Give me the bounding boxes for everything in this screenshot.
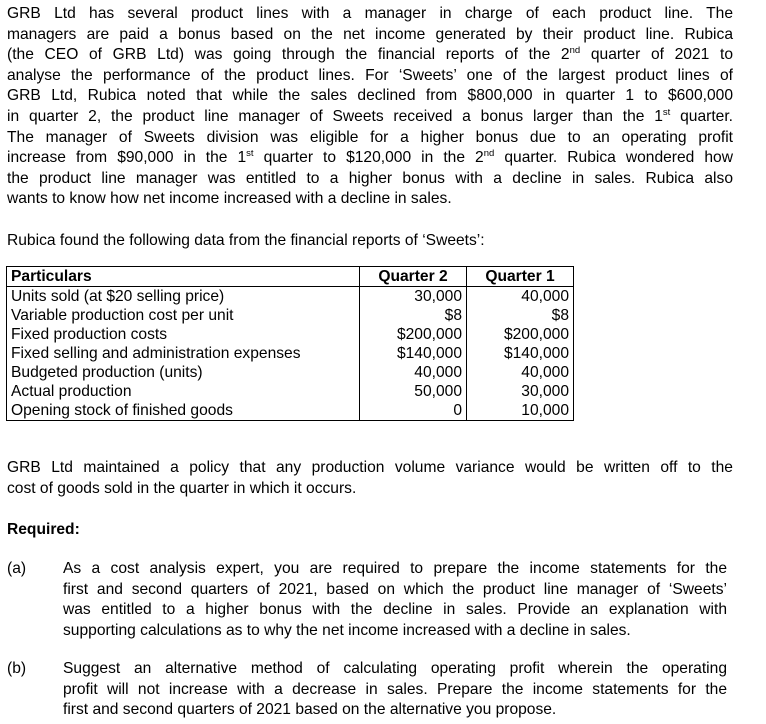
intro-line: managers are paid a bonus based on the net income generated by their product line. Rubica: [7, 25, 733, 43]
requirement-line: supporting calculations as to why the net income increased with a decline in sales.: [63, 621, 631, 639]
requirement-a-label: (a): [7, 560, 27, 577]
required-heading: Required:: [7, 521, 80, 538]
q2-value: $140,000: [360, 344, 467, 363]
row-label: Fixed production costs: [7, 325, 360, 344]
q2-value: 0: [360, 401, 467, 421]
q1-value: $200,000: [467, 325, 574, 344]
intro-line: GRB Ltd has several product lines with a manager in charge of each product line. The: [7, 5, 733, 22]
q2-value: $200,000: [360, 325, 467, 344]
q2-value: 40,000: [360, 363, 467, 382]
row-label: Units sold (at $20 selling price): [7, 287, 360, 307]
policy-line: cost of goods sold in the quarter in which it occurs.: [7, 479, 357, 497]
intro-line: increase from $90,000 in the 1st quarter to $120,000 in the 2nd quarter. Rubica wondered how: [7, 148, 733, 167]
intro-paragraph: [7, 4, 733, 210]
policy-line: GRB Ltd maintained a policy that any production volume variance would be written off to the: [7, 459, 733, 476]
row-label: Fixed selling and administration expenses: [7, 344, 360, 363]
requirement-line: was entitled to a higher bonus with the decline in sales. Provide an explanation with: [63, 601, 727, 619]
table-row: [7, 344, 574, 363]
q1-value: 40,000: [467, 287, 574, 307]
requirement-line: first and second quarters of 2021, based on which the product line manager of ‘Sweets’: [63, 580, 727, 598]
q1-value: 40,000: [467, 363, 574, 382]
row-label: Variable production cost per unit: [7, 306, 360, 325]
table-row: [7, 306, 574, 325]
row-label: Actual production: [7, 382, 360, 401]
header-particulars: Particulars: [7, 267, 360, 287]
row-label: Budgeted production (units): [7, 363, 360, 382]
intro-line: wants to know how net income increased with a decline in sales.: [7, 190, 452, 208]
intro-line: the product line manager was entitled to a higher bonus with a decline in sales. Rubica also: [7, 169, 733, 187]
q1-value: 30,000: [467, 382, 574, 401]
intro-line: in quarter 2, the product line manager of Sweets received a bonus larger than the 1st quarter.: [7, 106, 733, 125]
requirement-b: [7, 659, 727, 721]
table-header-row: [7, 267, 574, 287]
policy-paragraph: [7, 458, 733, 499]
intro-line: GRB Ltd, Rubica noted that while the sales declined from $800,000 in quarter 1 to $600,000: [7, 87, 733, 105]
q2-value: $8: [360, 306, 467, 325]
table-row: [7, 325, 574, 344]
requirement-line: first and second quarters of 2021 based on the alternative you propose.: [63, 701, 557, 719]
requirement-line: profit will not increase with a decrease in sales. Prepare the income statements for the: [63, 680, 727, 698]
table-row: [7, 287, 574, 307]
requirement-line: Suggest an alternative method of calculating operating profit wherein the operating: [63, 660, 727, 677]
intro-line: (the CEO of GRB Ltd) was going through the financial reports of the 2nd quarter of 2021 to: [7, 45, 733, 64]
intro-line: The manager of Sweets division was eligible for a higher bonus due to an operating profit: [7, 128, 733, 146]
intro-line: analyse the performance of the product lines. For ‘Sweets’ one of the largest product lines of: [7, 66, 733, 84]
data-intro-text: Rubica found the following data from the financial reports of ‘Sweets’:: [7, 232, 485, 249]
table-row: [7, 363, 574, 382]
q2-value: 30,000: [360, 287, 467, 307]
header-quarter-1: Quarter 1: [467, 267, 574, 287]
q1-value: 10,000: [467, 401, 574, 421]
q2-value: 50,000: [360, 382, 467, 401]
requirement-a: [7, 559, 727, 641]
row-label: Opening stock of finished goods: [7, 401, 360, 421]
sweets-data-table: [6, 266, 574, 421]
table-row: [7, 401, 574, 421]
q1-value: $140,000: [467, 344, 574, 363]
table-row: [7, 382, 574, 401]
header-quarter-2: Quarter 2: [360, 267, 467, 287]
requirement-line: As a cost analysis expert, you are required to prepare the income statements for the: [63, 560, 727, 577]
q1-value: $8: [467, 306, 574, 325]
requirement-b-label: (b): [7, 660, 27, 677]
